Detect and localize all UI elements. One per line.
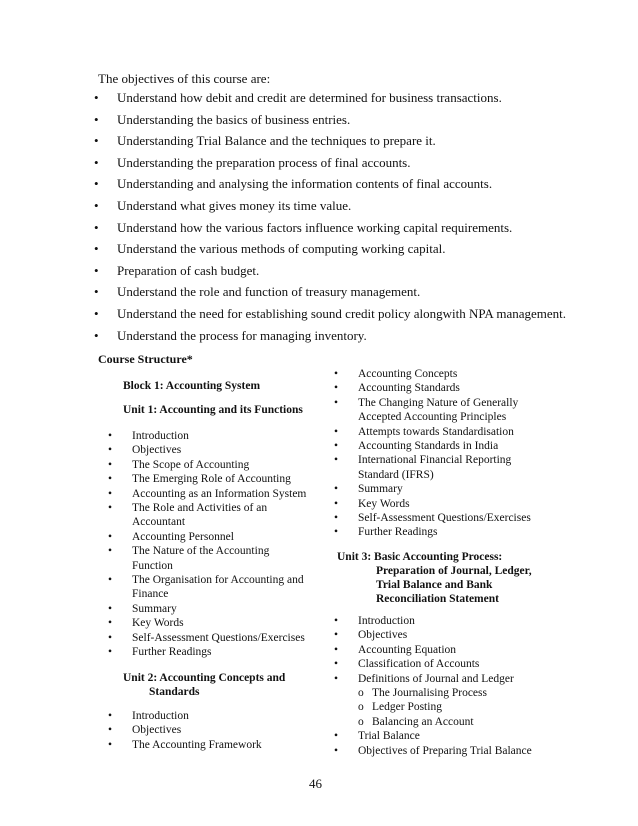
bullet: • [334,658,339,671]
bullet: • [94,133,99,149]
list-item-label: Attempts towards Standardisation [358,425,514,438]
list-item [0,220,638,242]
list-item-label: Objectives [358,629,408,642]
list-item [108,458,308,472]
unit-3-sub-list [358,686,554,729]
list-item [334,367,534,381]
bullet: • [108,487,113,500]
objective-text: Understand how debit and credit are determined for business transactions. [117,90,502,105]
bullet: • [94,111,99,127]
sub-list-item-label: Ledger Posting [372,701,442,714]
bullet: • [94,90,99,105]
bullet: • [334,382,339,395]
list-item [108,723,308,737]
bullet: • [108,724,113,737]
list-item-label: Further Readings [132,646,212,659]
list-item [334,729,554,743]
list-item-label: The Role and Activities of an Accountant [132,502,268,529]
bullet: • [108,502,113,515]
list-item-label: International Financial Reporting Standard (IFRS) [358,454,512,481]
sub-list-item [358,686,554,700]
unit-3-heading-line-3: Trial Balance and Bank [376,579,493,591]
list-item-label: Self-Assessment Questions/Exercises [358,512,531,525]
objective-text: Understand how the various factors influence working capital requirements. [117,219,513,235]
unit-1-heading: Unit 1: Accounting and its Functions [123,404,303,416]
bullet: • [334,497,339,510]
unit-3-list [334,614,554,758]
bullet: • [334,730,339,743]
bullet: • [108,738,113,751]
sub-bullet: o [358,687,364,700]
unit-2-list-left [108,709,308,752]
bullet: • [94,305,99,321]
list-item [0,176,638,198]
list-item [108,544,308,573]
bullet: • [334,643,339,656]
sub-list-item-label: Balancing an Account [372,715,474,728]
bullet: • [94,262,99,278]
list-item [0,155,638,177]
list-item [334,643,554,657]
sub-bullet: o [358,701,364,714]
list-item [334,525,534,539]
sub-list-item-label: The Journalising Process [372,687,487,700]
bullet: • [108,646,113,659]
list-item-label: The Nature of the Accounting Function [132,545,270,572]
list-item [108,709,308,723]
sub-list-item [358,700,554,714]
list-item [0,328,638,350]
bullet: • [94,284,99,300]
list-item [108,631,308,645]
list-item [108,738,308,752]
list-item-label: Summary [358,483,403,496]
bullet: • [334,396,339,409]
bullet: • [334,615,339,627]
list-item [0,263,638,285]
objective-text: Understand the role and function of treasury management. [117,284,421,300]
list-item [0,241,638,263]
bullet: • [334,425,339,438]
list-item-label: Accounting as an Information System [132,487,307,500]
list-item-label: Definitions of Journal and Ledger [358,672,514,685]
list-item [334,497,534,511]
objective-text: Understanding Trial Balance and the techniques to prepare it. [117,133,436,149]
bullet: • [334,483,339,496]
list-item-label: Accounting Standards [358,382,460,395]
list-item-label: Introduction [358,615,415,627]
bullet: • [108,710,113,722]
list-item [334,439,534,453]
bullet: • [334,512,339,525]
objective-text: Understanding the preparation process of final accounts. [117,154,411,170]
bullet: • [108,458,113,471]
bullet: • [334,440,339,453]
list-item [334,628,554,642]
list-item [334,425,534,439]
list-item-label: The Emerging Role of Accounting [132,473,291,486]
unit-2-heading-line-2: Standards [149,686,200,698]
list-item [108,616,308,630]
list-item-label: Objectives [132,444,182,457]
list-item [334,453,534,482]
list-item-label: Key Words [132,617,184,630]
objective-text: Understand the various methods of computing working capital. [117,241,446,257]
bullet: • [334,368,339,380]
list-item [0,198,638,220]
block-1-heading: Block 1: Accounting System [123,380,261,392]
list-item [108,602,308,616]
bullet: • [108,473,113,486]
bullet: • [94,197,99,213]
list-item [334,744,554,758]
unit-2-heading-line-1: Unit 2: Accounting Concepts and [123,672,286,684]
list-item-label: Key Words [358,497,410,510]
intro-text: The objectives of this course are: [98,71,271,86]
objectives-list [0,90,638,349]
objective-text: Preparation of cash budget. [117,262,260,278]
list-item [108,443,308,457]
list-item-label: Accounting Equation [358,643,457,656]
list-item [334,511,534,525]
bullet: • [108,530,113,543]
bullet: • [94,154,99,170]
bullet: • [334,526,339,539]
unit-3-heading-line-1: Unit 3: Basic Accounting Process: [337,551,503,563]
bullet: • [108,631,113,644]
list-item-label: Trial Balance [358,730,420,743]
list-item-label: The Scope of Accounting [132,458,250,471]
list-item-label: Introduction [132,710,189,722]
list-item [108,573,308,602]
list-item-label: Classification of Accounts [358,658,480,671]
list-item [334,657,554,671]
list-item-label: Accounting Standards in India [358,440,499,453]
list-item-label: Accounting Personnel [132,530,234,543]
list-item [334,381,534,395]
objective-text: Understanding the basics of business entries. [117,111,351,127]
objective-text: Understand what gives money its time value. [117,197,352,213]
bullet: • [334,672,339,685]
bullet: • [334,454,339,467]
sub-bullet: o [358,715,364,728]
unit-1-list [108,429,308,660]
bullet: • [108,430,113,442]
bullet: • [108,574,113,587]
list-item-label: Summary [132,602,177,615]
bullet: • [108,602,113,615]
list-item [0,284,638,306]
objective-text: Understand the need for establishing sound credit policy alongwith NPA management. [117,305,567,321]
list-item-label: Objectives [132,724,182,737]
list-item [108,429,308,443]
list-item [108,472,308,486]
list-item [0,112,638,134]
list-item-label: Further Readings [358,526,438,539]
list-item-label: Objectives of Preparing Trial Balance [358,744,532,757]
unit-2-list-right [334,367,534,540]
list-item [334,672,554,730]
page-number: 46 [309,776,322,791]
course-structure-heading: Course Structure* [98,352,193,366]
list-item [108,645,308,659]
list-item-label: The Changing Nature of Generally Accepted Accounting Principles [358,396,519,424]
bullet: • [108,444,113,457]
sub-list-item [358,715,554,729]
list-item [334,396,534,425]
unit-3-heading-line-4: Reconciliation Statement [376,593,499,605]
unit-3-heading-line-2: Preparation of Journal, Ledger, [376,565,532,577]
bullet: • [94,219,99,235]
objective-text: Understand the process for managing inventory. [117,327,367,343]
list-item-label: The Accounting Framework [132,738,262,751]
list-item [334,614,554,628]
bullet: • [94,241,99,257]
list-item-label: Self-Assessment Questions/Exercises [132,631,305,644]
bullet: • [108,617,113,630]
list-item [0,90,638,112]
list-item [0,133,638,155]
list-item-label: Accounting Concepts [358,368,458,380]
list-item [334,482,534,496]
list-item-label: The Organisation for Accounting and Finance [132,574,304,601]
list-item [108,501,308,530]
bullet: • [108,545,113,558]
bullet: • [94,176,99,192]
bullet: • [94,327,99,343]
bullet: • [334,629,339,642]
bullet: • [334,744,339,757]
objective-text: Understanding and analysing the information contents of final accounts. [117,176,493,192]
list-item-label: Introduction [132,430,189,442]
list-item [0,306,638,328]
list-item [108,530,308,544]
list-item [108,487,308,501]
